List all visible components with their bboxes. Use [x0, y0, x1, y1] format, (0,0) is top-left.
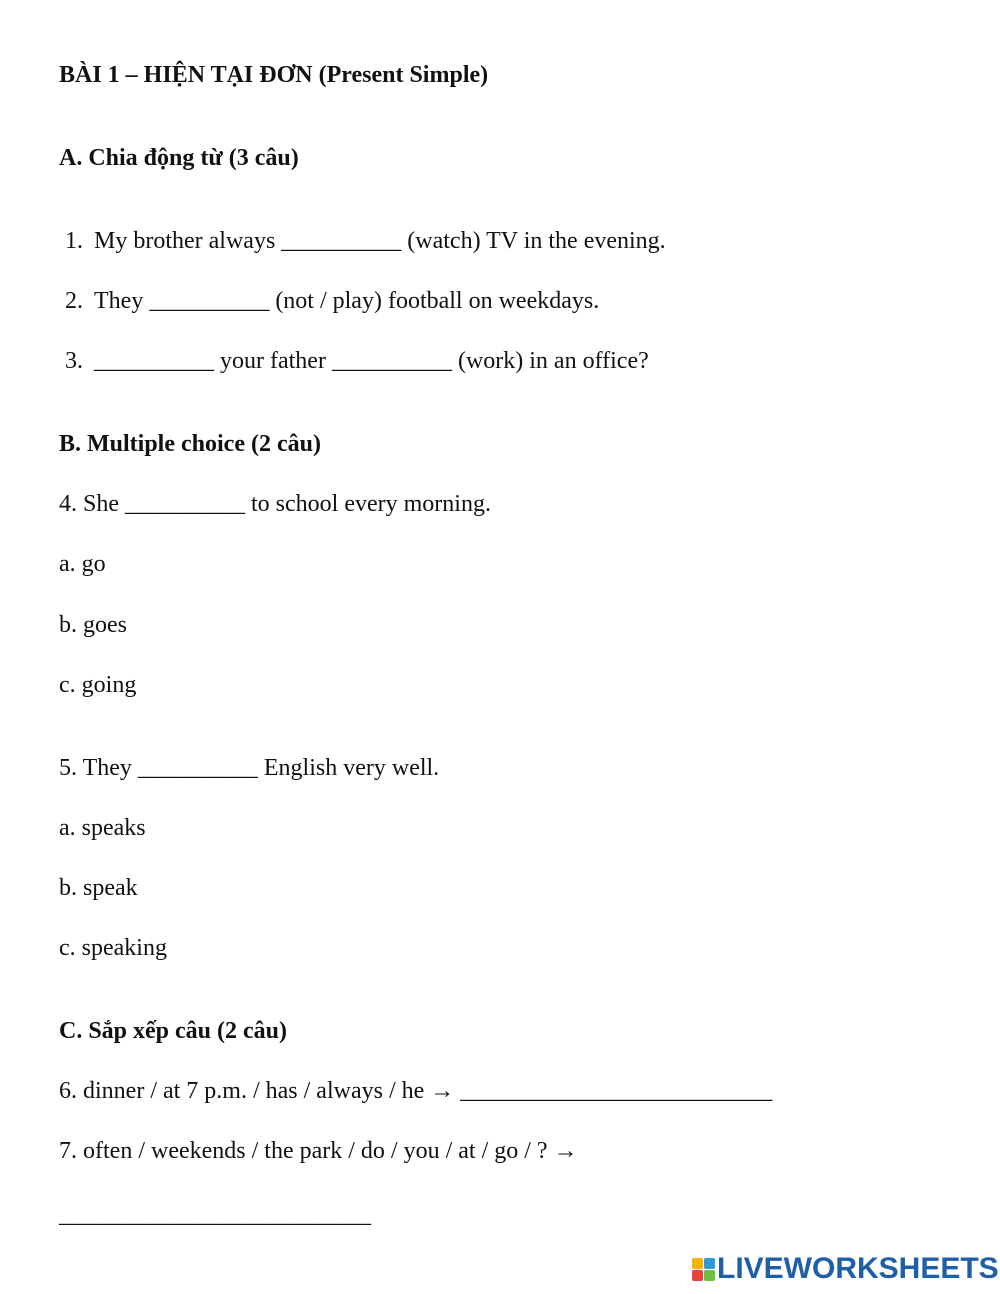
- page-title: BÀI 1 – HIỆN TẠI ĐƠN (Present Simple): [59, 62, 489, 88]
- question-3-text: __________ your father __________ (work) in an office?: [94, 348, 649, 374]
- question-4-text: 4. She __________ to school every morning.: [59, 491, 491, 517]
- liveworksheets-logo: [692, 1252, 999, 1286]
- question-7-text: 7. often / weekends / the park / do / you / at / go / ? →: [59, 1138, 578, 1164]
- liveworksheets-logo-icon: [692, 1258, 715, 1281]
- section-a-heading: A. Chia động từ (3 câu): [59, 145, 299, 171]
- question-5-text: 5. They __________ English very well.: [59, 755, 440, 781]
- question-2-text: They __________ (not / play) football on weekdays.: [94, 288, 600, 314]
- question-6-text: 6. dinner / at 7 p.m. / has / always / he → __________________________: [59, 1078, 773, 1104]
- question-2-number: 2.: [65, 288, 83, 314]
- question-1-text: My brother always __________ (watch) TV in the evening.: [94, 228, 666, 254]
- question-3-number: 3.: [65, 348, 83, 374]
- section-b-heading: B. Multiple choice (2 câu): [59, 431, 321, 457]
- logo-text: LIVEWORKSHEETS: [717, 1252, 999, 1285]
- question-1-number: 1.: [65, 228, 83, 254]
- section-c-heading: C. Sắp xếp câu (2 câu): [59, 1018, 288, 1044]
- question-5-option-b: b. speak: [59, 875, 138, 901]
- question-5-option-a: a. speaks: [59, 815, 146, 841]
- question-4-option-b: b. goes: [59, 612, 127, 638]
- question-4-option-c: c. going: [59, 672, 137, 698]
- question-4-option-a: a. go: [59, 551, 106, 577]
- question-5-option-c: c. speaking: [59, 935, 167, 961]
- question-7-answer-line: __________________________: [59, 1202, 371, 1228]
